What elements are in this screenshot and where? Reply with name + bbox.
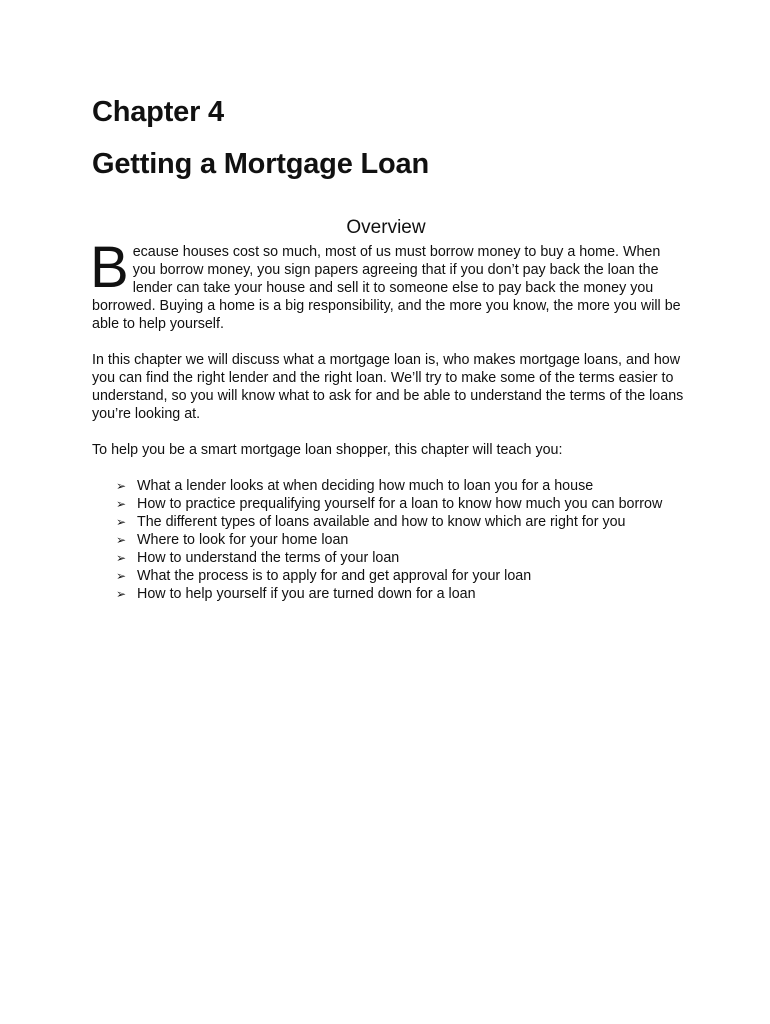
arrowhead-bullet-icon: ➢ [116,587,127,601]
list-item-text: What the process is to apply for and get approval for your loan [137,568,532,584]
list-item-text: How to understand the terms of your loan [137,550,400,566]
arrowhead-bullet-icon: ➢ [116,569,127,583]
list-item-text: How to practice prequalifying yourself for a loan to know how much you can borrow [137,496,663,512]
list-item [116,495,686,513]
list-item [116,585,686,603]
overview-heading: Overview [346,217,426,238]
arrowhead-bullet-icon: ➢ [116,533,127,547]
list-item [116,477,686,495]
chapter-label: Chapter 4 [92,96,224,128]
intro-text: ecause houses cost so much, most of us must borrow money to buy a home. When you borrow money, you sign papers agreeing that if you don’t pay back the loan the lender can take your house and sell it to someone else to pay back the money you borrowed. Buying a home is a big responsibility, and the more you know, the more you will be able to help yourself. [92,244,681,332]
arrowhead-bullet-icon: ➢ [116,479,127,493]
chapter-title: Getting a Mortgage Loan [92,148,429,180]
list-item [116,567,686,585]
arrowhead-bullet-icon: ➢ [116,515,127,529]
drop-cap: B [90,235,129,300]
list-item [116,531,686,549]
list-item [116,513,686,531]
list-item-text: The different types of loans available and how to know which are right for you [137,514,626,530]
list-item [116,549,686,567]
topics-list [116,477,686,603]
intro-paragraph [90,235,686,333]
list-item-text: What a lender looks at when deciding how much to loan you for a house [137,478,594,494]
arrowhead-bullet-icon: ➢ [116,551,127,565]
list-item-text: Where to look for your home loan [137,532,349,548]
chapter-summary-paragraph: In this chapter we will discuss what a mortgage loan is, who makes mortgage loans, and how you can find the right lender and the right loan. We’ll try to make some of the terms easier to understand, so you will know what to ask for and be able to understand the terms of the loans you’re looking at. [92,352,684,422]
list-item-text: How to help yourself if you are turned down for a loan [137,586,476,602]
teach-intro-paragraph: To help you be a smart mortgage loan shopper, this chapter will teach you: [92,442,563,458]
arrowhead-bullet-icon: ➢ [116,497,127,511]
